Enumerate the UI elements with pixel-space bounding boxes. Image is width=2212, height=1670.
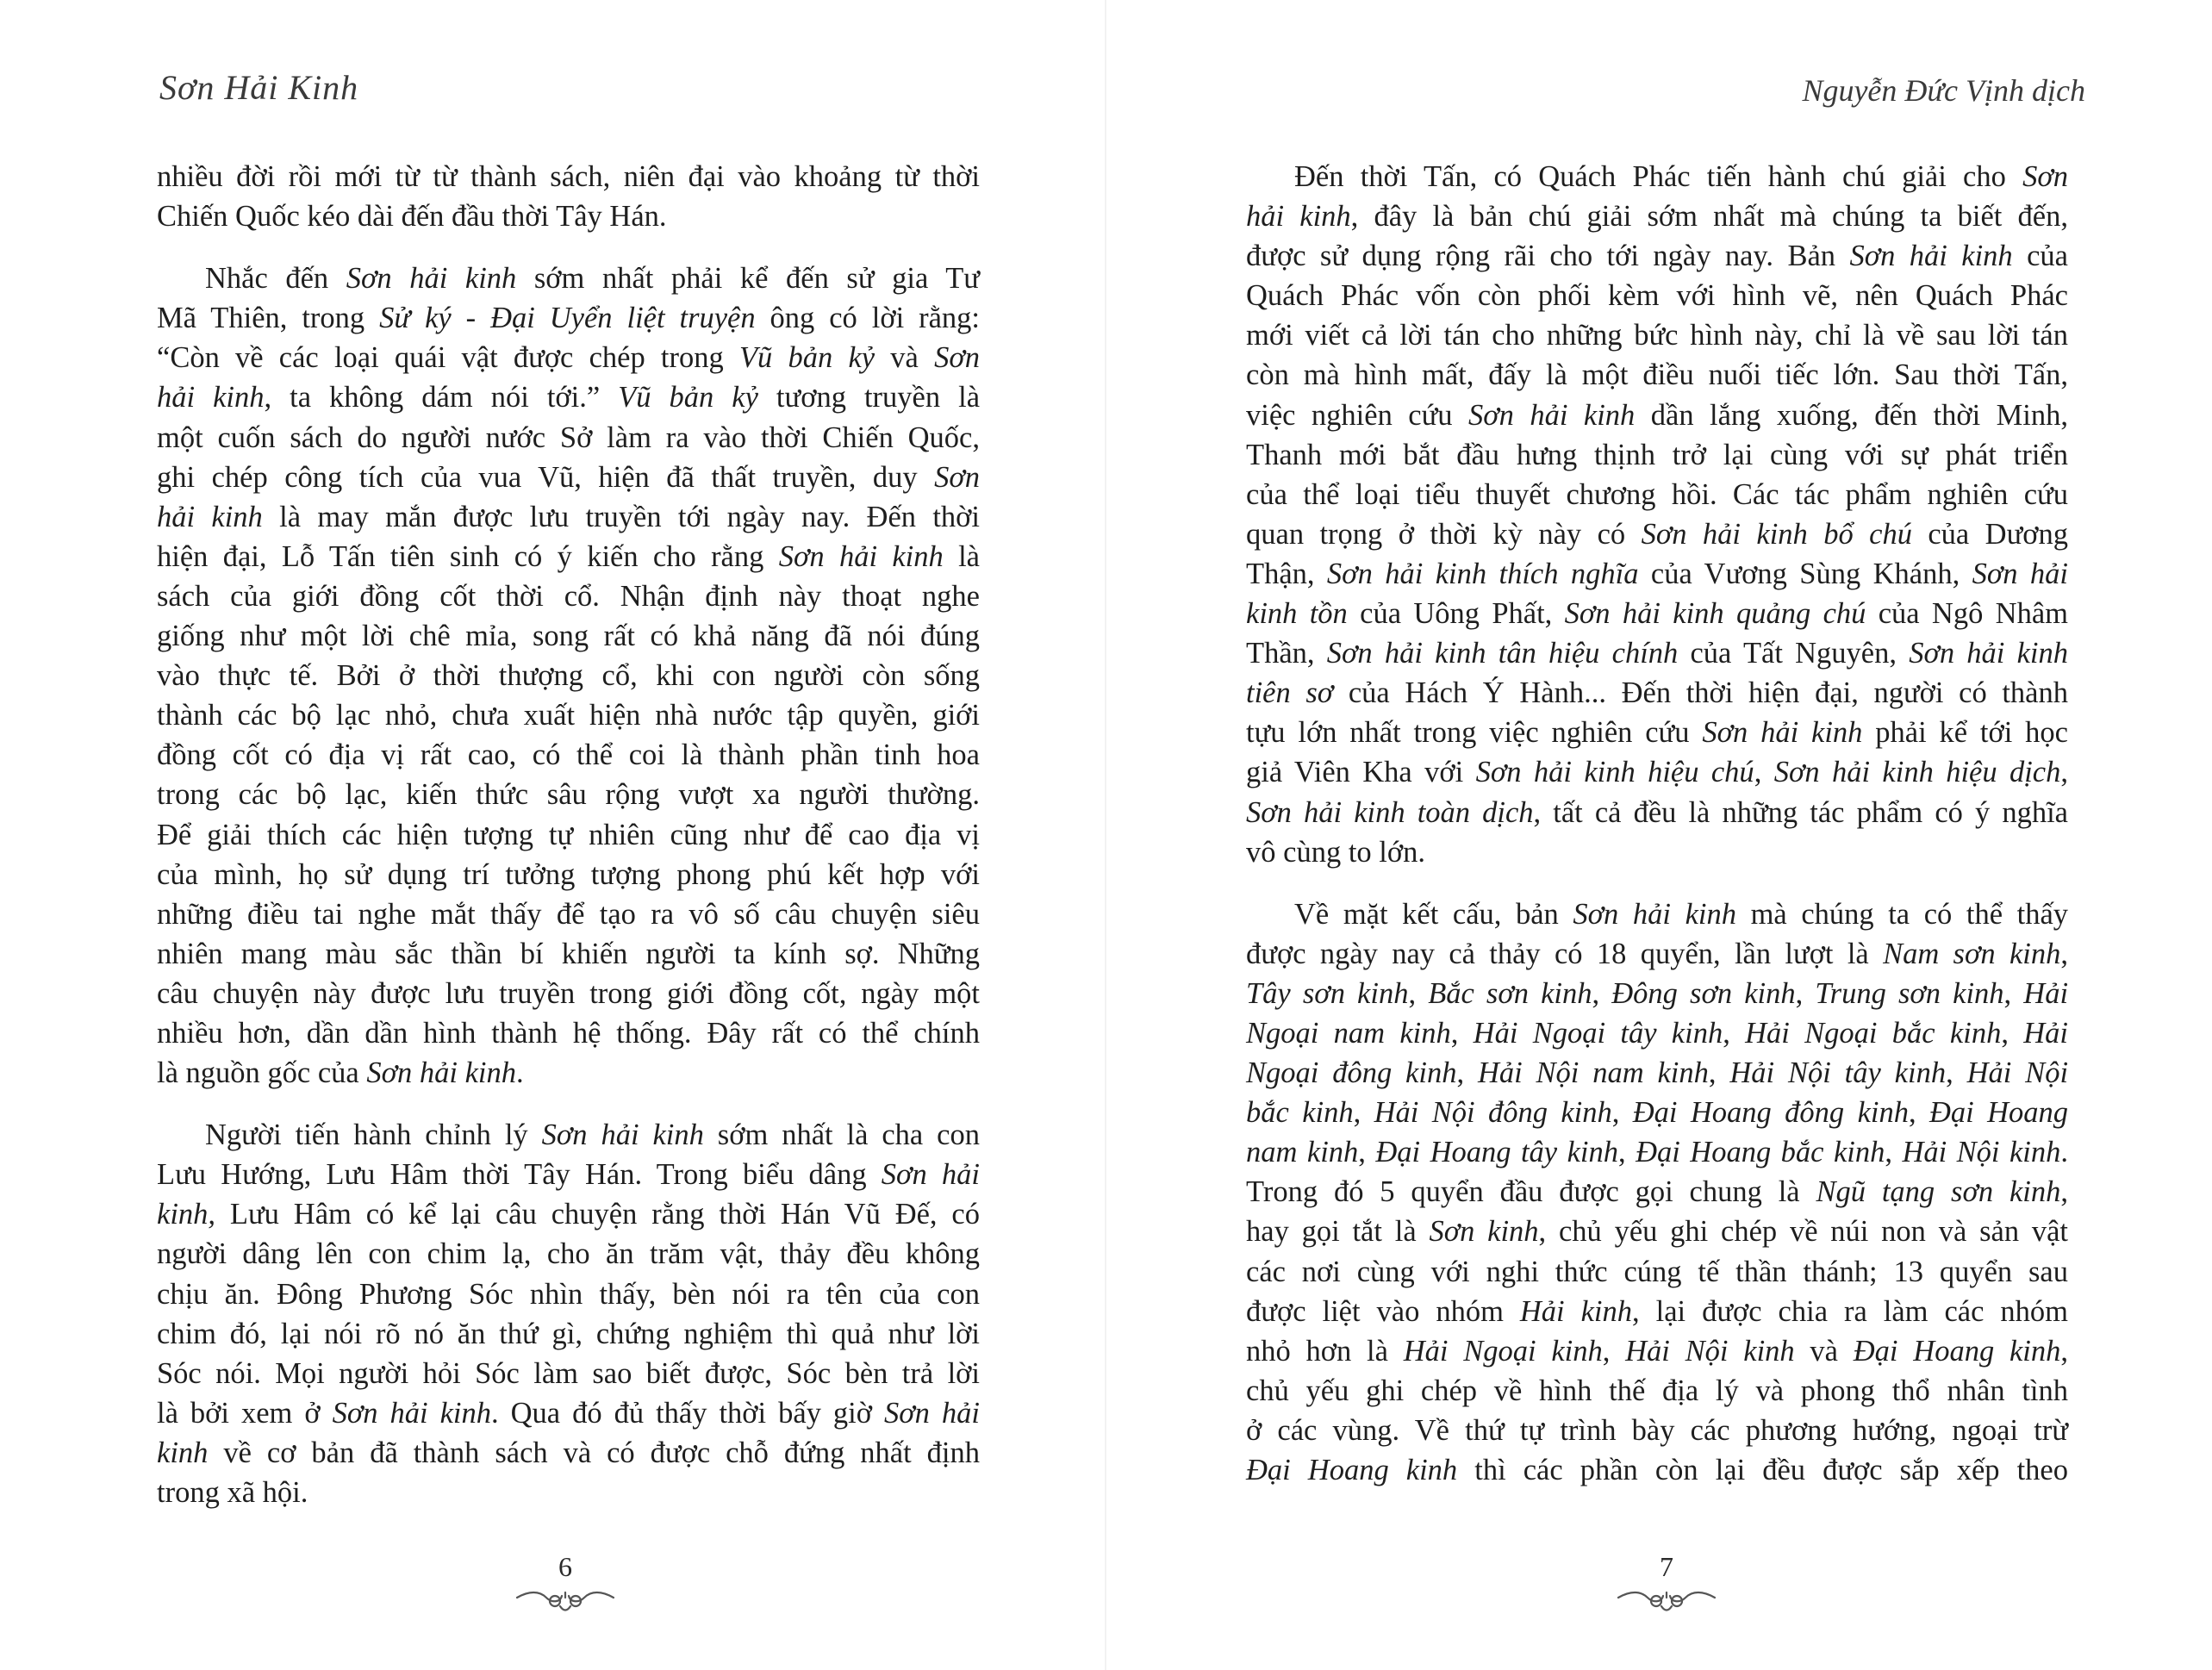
text-line [1246,974,2068,1013]
text-line [157,1473,980,1512]
text-run: , đây là bản chú giải sớm nhất mà chúng ta biết đến, [1350,200,2068,234]
italic-title: Sử ký - Đại Uyển liệt truyện [379,302,756,335]
text-run: Thận, [1246,557,1327,590]
italic-title: Hải Nội [1966,1056,2069,1090]
text-run: trong xã hội. [157,1476,308,1509]
text-run: Đến thời Tấn, có Quách Phác tiến hành chú giải cho [1294,160,2023,193]
text-run: Lưu Hướng, Lưu Hâm thời Tây Hán. Trong biểu dâng [157,1158,882,1192]
text-run: được sử dụng rộng rãi cho tới ngày nay. Bản [1246,240,1850,273]
text-line [157,616,980,656]
text-run: , [2060,1334,2068,1368]
text-run: , [1592,976,1612,1010]
text-line [157,1433,980,1473]
text-run: của Tất Nguyên, [1678,637,1910,670]
italic-title: Ngoại đông kinh [1246,1056,1457,1090]
text-line [157,259,980,298]
text-run: ông có lời rằng: [755,302,980,335]
text-run: Thanh mới bắt đầu hưng thịnh trở lại cùng với sự phát triển [1246,438,2068,471]
italic-title: Sơn hải kinh [1849,240,2013,273]
paragraph [1246,157,2068,872]
text-run: , chủ yếu ghi chép về núi non và sản vật [1538,1215,2069,1249]
italic-title: Sơn hải kinh quảng chú [1564,597,1866,631]
italic-title: Sơn hải kinh [366,1056,516,1090]
text-run: Về mặt kết cấu, bản [1294,897,1573,931]
text-run: mới viết cả lời tán cho những bức hình này, chỉ là về sau lời tán [1246,319,2068,352]
text-run: Chiến Quốc kéo dài đến đầu thời Tây Hán. [157,200,667,234]
text-run: quan trọng ở thời kỳ này có [1246,517,1642,551]
text-run: . Qua đó đủ thấy thời bấy giờ [491,1396,885,1430]
italic-title: kinh, [157,1198,216,1231]
italic-title: Sơn hải kinh [332,1396,491,1430]
italic-title: Đông sơn kinh [1611,976,1796,1010]
italic-title: Sơn hải kinh [346,262,517,296]
text-run: , [1708,1056,1730,1090]
italic-title: Sơn hải [881,1158,980,1192]
text-line [1246,793,2068,832]
italic-title: Hải Ngoại bắc kinh [1745,1016,2002,1050]
text-run: thì các phần còn lại đều được sắp xếp theo [1457,1454,2068,1486]
flourish-ornament-icon [514,1586,617,1615]
text-run: và [1794,1334,1854,1368]
text-line [157,1115,980,1155]
text-line [1246,514,2068,554]
text-run: , [2003,976,2024,1010]
italic-title: Sơn hải kinh thích nghĩa [1326,557,1639,590]
text-run: vô cùng to lớn. [1246,835,1425,869]
text-line [1246,435,2068,475]
text-line [1246,475,2068,514]
text-line [157,1274,980,1314]
text-line [1246,157,2068,196]
text-run: trong các bộ lạc, kiến thức sâu rộng vượt xa người thường. [157,778,980,812]
text-run: , [2060,756,2068,789]
text-run: là bởi xem ở [157,1396,333,1430]
text-line [157,815,980,855]
text-run: Sóc nói. Mọi người hỏi Sóc làm sao biết được, Sóc bèn trả lời [157,1356,980,1390]
text-run: sách của giới đồng cốt thời cổ. Nhận định này thoạt nghe [157,579,980,613]
italic-title: Hải [2023,1016,2068,1050]
text-run: là may mắn được lưu truyền tới ngày nay. Đến thời [262,500,981,533]
text-run: , [1946,1056,1967,1090]
text-run: người dâng lên con chim lạ, cho ăn trăm vật, thảy đều không [157,1237,980,1271]
italic-title: Sơn hải kinh toàn dịch [1246,795,1534,829]
text-run: của Hách Ý Hành... Đến thời hiện đại, người có thành [1333,676,2068,710]
text-run: , [2060,937,2068,970]
text-run: , [1450,1016,1474,1050]
text-run: chim đó, lại nói rõ nó ăn thứ gì, chứng nghiệm thì quả như lời [157,1317,980,1350]
text-run: , [1456,1056,1478,1090]
text-run: , [1885,1136,1903,1169]
page-number: 6 [558,1551,572,1582]
running-head-title: Sơn Hải Kinh [159,68,359,107]
text-line [1246,315,2068,355]
text-run: nhiều đời rồi mới từ từ thành sách, niên đại vào khoảng từ thời [157,160,980,193]
text-run: và [875,341,935,375]
text-run: việc nghiên cứu [1246,398,1468,432]
text-line [157,497,980,537]
text-line [157,934,980,974]
text-run: , [1602,1334,1626,1368]
running-head-translator: Nguyễn Đức Vịnh dịch [1802,73,2085,108]
italic-title: tiên sơ [1246,676,1334,710]
right-page [1106,0,2212,1670]
text-line [157,695,980,735]
text-line [157,1013,980,1053]
italic-title: Sơn hải kinh [778,539,944,573]
text-run: dần lắng xuống, đến thời Minh, [1635,398,2068,432]
text-line [157,157,980,196]
italic-title: Sơn hải kinh [541,1119,704,1152]
italic-title: Sơn [2022,160,2068,193]
text-run: , [1795,976,1816,1010]
text-line [1246,1450,2068,1490]
italic-title: kinh [157,1436,209,1469]
text-run: , [1908,1096,1929,1130]
italic-title: Hải Nội tây kinh [1729,1056,1947,1090]
text-run: , [1358,1136,1376,1169]
text-run: , tất cả đều là những tác phẩm có ý nghĩa [1533,795,2068,829]
italic-title: Hải Nội kinh [1625,1334,1795,1368]
text-run: phải kể tới học [1862,716,2068,750]
left-page-body [157,157,980,1535]
page-number: 7 [1660,1551,1673,1582]
right-page-body [1246,157,2068,1512]
text-run: là [943,539,980,573]
text-run: , [2001,1016,2024,1050]
text-line [1246,1013,2068,1053]
text-line [157,1314,980,1354]
text-line [157,656,980,695]
text-run: , [2060,1175,2068,1209]
italic-title: kinh tồn [1246,597,1348,631]
italic-title: Sơn hải kinh [1468,398,1636,432]
text-run: “Còn về các loại quái vật được chép trong [157,341,739,375]
text-run: của Vương Sùng Khánh, [1638,557,1972,590]
text-run: Thần, [1246,637,1327,670]
italic-title: Hải kinh [1519,1294,1633,1328]
italic-title: Sơn [934,460,980,494]
text-run: Lưu Hâm có kể lại câu chuyện rằng thời Hán Vũ Đế, có [215,1198,980,1231]
italic-title: Sơn hải [884,1396,981,1430]
italic-title: Đại Hoang [1928,1096,2069,1130]
text-run: về cơ bản đã thành sách và có được chỗ đứng nhất định [208,1436,980,1469]
italic-title: Bắc sơn kinh [1428,976,1592,1010]
text-run: ở các vùng. Về thứ tự trình bày các phương hướng, ngoại trừ [1246,1413,2068,1447]
text-run: ghi chép công tích của vua Vũ, hiện đã thất truyền, duy [157,460,935,494]
text-run: , [1617,1136,1636,1169]
italic-title: Nam sơn kinh [1883,937,2061,970]
flourish-ornament-icon [1615,1586,1718,1615]
text-line [157,196,980,236]
text-run: Để giải thích các hiện tượng tự nhiên cũng như để cao địa vị [157,818,980,851]
text-run: chủ yếu ghi chép về hình thế địa lý và phong thổ nhân tình [1246,1374,2068,1407]
text-run: , [1408,976,1429,1010]
paragraph [157,1115,980,1512]
text-line [157,855,980,894]
text-run: của mình, họ sử dụng trí tưởng tượng phong phú kết hợp với [157,857,980,891]
text-run: , [1723,1016,1746,1050]
text-line [157,894,980,934]
italic-title: Vũ bản kỷ [618,381,758,414]
text-line [1246,276,2068,315]
text-run: của Dương [1911,517,2069,551]
text-line [1246,894,2068,934]
text-run: Người tiến hành chỉnh lý [205,1119,542,1152]
text-run: , [1353,1096,1374,1130]
italic-title: bắc kinh [1246,1096,1354,1130]
paragraph [157,157,980,236]
text-line [157,537,980,576]
text-run: vào thực tế. Bởi ở thời thượng cổ, khi con người còn sống [157,659,980,693]
text-line [157,1234,980,1274]
italic-title: Tây sơn kinh [1246,976,1409,1010]
text-line [157,1194,980,1234]
text-run: Trong đó 5 quyển đầu được gọi chung là [1246,1175,1816,1209]
text-line [1246,713,2068,752]
text-line [1246,1371,2068,1411]
text-line [157,735,980,775]
text-run: giống như một lời chê mỉa, song rất có khả năng đã nói đúng [157,620,980,653]
text-run: thành các bộ lạc nhỏ, chưa xuất hiện nhà nước tập quyền, giới [157,699,980,732]
italic-title: hải kinh [1246,200,1351,234]
text-line [157,775,980,814]
italic-title: Hải Nội đông kinh [1374,1096,1612,1130]
paragraph [157,259,980,1093]
text-line [1246,1132,2068,1172]
text-run: mà chúng ta có thể thấy [1735,897,2069,931]
italic-title: Sơn hải kinh [1702,716,1863,750]
text-line [1246,1053,2068,1093]
italic-title: Sơn kinh [1429,1215,1539,1249]
text-line [157,1393,980,1433]
italic-title: Đại Hoang tây kinh [1375,1136,1618,1169]
text-run: câu chuyện này được lưu truyền trong giới đồng cốt, ngày một [157,976,980,1010]
italic-title: nam kinh [1246,1136,1359,1169]
text-run: hiện đại, Lỗ Tấn tiên sinh có ý kiến cho rằng [157,539,779,573]
italic-title: Vũ bản kỷ [738,341,875,375]
italic-title: Đại Hoang kinh [1853,1334,2061,1368]
italic-title: Trung sơn kinh [1815,976,2004,1010]
text-run: là nguồn gốc của [157,1056,367,1090]
text-run: đồng cốt có địa vị rất cao, có thể coi là thành phần tinh hoa [157,738,980,772]
italic-title: Đại Hoang kinh [1246,1454,1458,1486]
text-run: còn mà hình mất, đấy là một điều nuối tiếc lớn. Sau thời Tấn, [1246,358,2068,392]
text-line [1246,196,2068,236]
text-line [1246,1093,2068,1132]
text-line [1246,1411,2068,1450]
italic-title: Đại Hoang bắc kinh [1636,1136,1885,1169]
text-line [1246,1252,2068,1292]
text-run: Mã Thiên, trong [157,302,380,335]
text-run: giả Viên Kha với [1246,756,1476,789]
italic-title: Ngoại nam kinh [1246,1016,1451,1050]
text-run: nhỏ hơn là [1246,1334,1404,1368]
text-run: , ta không dám nói tới.” [264,381,619,414]
text-line [1246,355,2068,395]
text-line [1246,396,2068,435]
text-line [157,298,980,338]
text-run: , [1611,1096,1633,1130]
italic-title: Hải Ngoại kinh [1403,1334,1603,1368]
italic-title: Hải Nội kinh [1902,1136,2061,1169]
italic-title: Sơn hải kinh [1909,637,2068,670]
text-run: sớm nhất phải kể đến sử gia Tư [516,262,980,296]
text-line [157,974,980,1013]
text-run: của thể loại tiểu thuyết chương hồi. Các tác phẩm nghiên cứu [1246,477,2068,511]
text-run: Nhắc đến [205,262,346,296]
italic-title: Hải Nội nam kinh [1477,1056,1709,1090]
italic-title: Sơn hải [1972,557,2069,590]
italic-title: Hải [2023,976,2069,1010]
text-run: của Ngô Nhâm [1866,597,2068,631]
text-line [157,418,980,458]
text-run: nhiều hơn, dần dần hình thành hệ thống. Đây rất có thể chính [157,1016,980,1050]
italic-title: Sơn hải kinh bổ chú [1641,517,1912,551]
italic-title: Sơn [934,341,980,375]
italic-title: hải kinh [157,500,263,533]
text-line [1246,1331,2068,1371]
text-line [1246,633,2068,673]
text-line [1246,832,2068,872]
text-line [1246,236,2068,276]
text-run: hay gọi tắt là [1246,1215,1430,1249]
italic-title: Sơn hải kinh [1573,897,1736,931]
italic-title: Sơn hải kinh hiệu dịch [1773,756,2061,789]
text-line [1246,673,2068,713]
text-line [157,1053,980,1093]
text-line [1246,594,2068,633]
text-run: Quách Phác vốn còn phối kèm với hình vẽ, nên Quách Phác [1246,279,2068,313]
paragraph [1246,894,2068,1490]
text-run: của Uông Phất, [1347,597,1565,631]
text-run: , lại được chia ra làm các nhóm [1632,1294,2068,1328]
text-run: . [2060,1136,2068,1169]
text-line [157,458,980,497]
text-line [1246,1172,2068,1212]
text-run: của [2012,240,2068,273]
text-line [1246,1212,2068,1251]
italic-title: hải kinh [157,381,265,414]
text-run: được liệt vào nhóm [1246,1294,1520,1328]
text-line [1246,934,2068,974]
text-line [1246,1292,2068,1331]
text-line [157,1354,980,1393]
italic-title: Hải Ngoại tây kinh [1473,1016,1723,1050]
text-run: . [516,1056,524,1090]
text-run: các nơi cùng với nghi thức cúng tế thần thánh; 13 quyển sau [1246,1255,2068,1288]
text-run: tương truyền là [757,381,981,414]
text-run: sớm nhất là cha con [703,1119,980,1152]
text-run: nhiên mang màu sắc thần bí khiến người ta kính sợ. Những [157,937,980,970]
text-line [1246,752,2068,792]
text-run: được ngày nay cả thảy có 18 quyển, lần lượt là [1246,937,1884,970]
text-run: những điều tai nghe mắt thấy để tạo ra vô số câu chuyện siêu [157,897,980,931]
italic-title: Sơn hải kinh hiệu chú [1475,756,1754,789]
text-run: , [1754,756,1774,789]
text-run: một cuốn sách do người nước Sở làm ra vào thời Chiến Quốc, [157,421,980,454]
text-run: chịu ăn. Đông Phương Sóc nhìn thấy, bèn nói ra tên của con [157,1277,980,1311]
text-run: tựu lớn nhất trong việc nghiên cứu [1246,716,1703,750]
text-line [157,576,980,616]
text-line [1246,554,2068,594]
text-line [157,1155,980,1194]
italic-title: Sơn hải kinh tân hiệu chính [1326,637,1679,670]
text-line [157,377,980,417]
italic-title: Ngũ tạng sơn kinh [1816,1175,2061,1209]
text-line [157,338,980,377]
italic-title: Đại Hoang đông kinh [1632,1096,1909,1130]
